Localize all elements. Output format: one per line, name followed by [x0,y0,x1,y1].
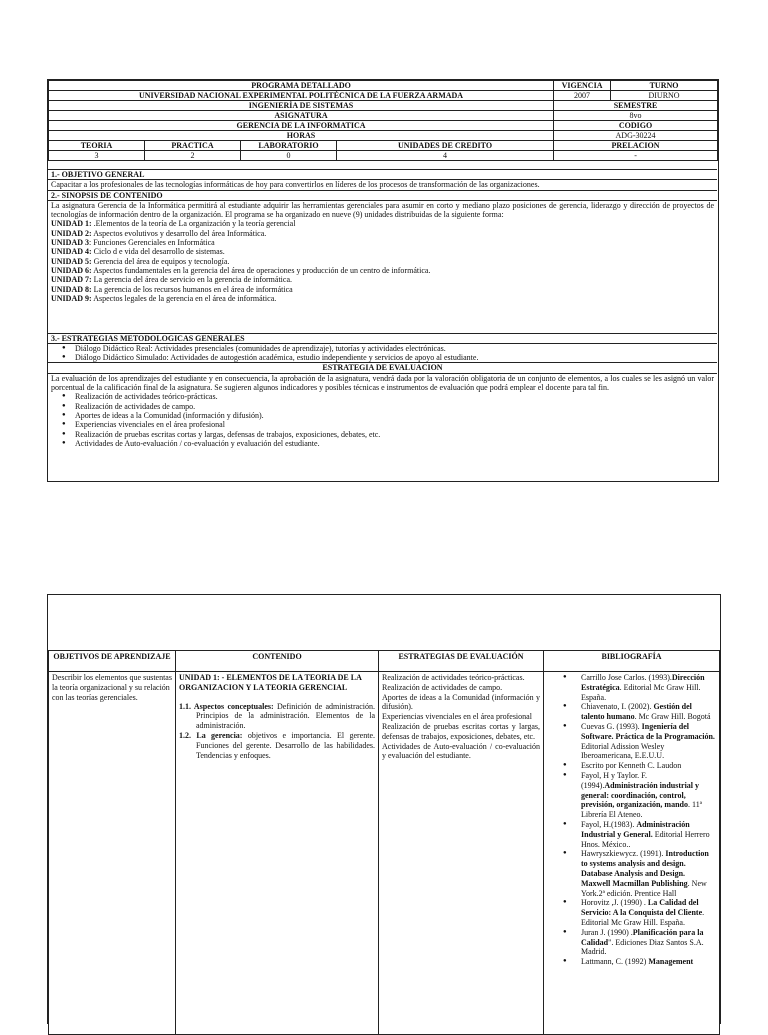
unit-sheet [47,594,721,1024]
asignatura-label: ASIGNATURA [49,111,554,121]
horas-label: HORAS [49,131,554,141]
programa-title: PROGRAMA DETALLADO [49,81,554,91]
evaluacion-item: ● Aportes de ideas a la Comunidad (información y difusión). [75,411,714,420]
creditos-label: UNIDADES DE CREDITO [337,141,554,151]
carrera-name: INGENIERÍA DE SISTEMAS [49,101,554,111]
laboratorio-value: 0 [241,151,337,161]
bib-author: Chiavenato, I. (2002). [581,702,654,712]
contenido-item-title: Aspectos conceptuales: [193,701,274,711]
unit-item [51,275,714,284]
bib-author: Lattmann, C. (1992) [581,957,649,967]
sinopsis-intro: La asignatura Gerencia de la Informática permitirá al estudiante adquirir las herramientas gerenciales para asumir en corto y mediano plazo posiciones de gerencia, liderazgo y dirección de proyectos de tecnologías de información dentro de la organización. El programa se ha organizado en nueve (9) unidades distribuidas de la siguiente forma: [51,200,714,220]
estrategias-evaluacion-list [382,673,540,761]
bibliografia-cell [544,672,720,1035]
bib-author: Horovitz ,J. (1990) . [581,898,648,908]
bib-title: Planificación para la Calidad [581,927,704,947]
bibliografia-item [581,957,716,967]
unit-text: Aspectos evolutivos y desarrollo del área Informática. [91,228,267,238]
bib-publisher: Editorial Herrero Hnos. México.. [581,829,710,849]
unit-item [51,247,714,256]
bib-publisher: ". Ediciones Diaz Santos S.A. Madrid. [581,937,704,957]
unit-label: UNIDAD 3 [51,238,89,248]
contenido-items [179,702,375,761]
program-sheet [47,79,719,482]
bib-publisher: . New York.2ª edición. Prentice Hall [581,878,707,898]
codigo-value: ADG-30224 [554,131,718,141]
unit-item [51,285,714,294]
unit-text: La gerencia de los recursos humanos en el área de informática [91,284,293,294]
evaluacion-item: ● Realización de actividades de campo. [75,402,714,411]
sinopsis-section [48,190,717,333]
teoria-value: 3 [49,151,145,161]
contenido-item-title: La gerencia: [196,730,243,740]
unit-label: UNIDAD 6: [51,265,92,275]
contenido-cell [176,672,379,1035]
unit-list [51,219,714,303]
contenido-header: CONTENIDO [176,651,379,672]
bib-title: Management [648,957,694,967]
unit-table [48,650,720,1035]
bib-title: Ingeniería del Software. Práctica de la Programación. [581,721,715,741]
objetivos-text: Describir los elementos que sustentas la teoría organizacional y su relación con las teorías gerenciales. [52,673,172,702]
bib-publisher: . Editorial Mc Graw Hill. España. [581,682,701,702]
unit-item [51,238,714,247]
bib-title: La Calidad del Servicio: A la Conquista del Cliente [581,898,703,918]
unit-text: Aspectos fundamentales en la gerencia del área de operaciones y producción de un centro de informática. [91,265,431,275]
bib-title: Gestión del talento humano [581,702,692,722]
estrategia-evaluacion-item: Realización de actividades de campo. [382,682,503,692]
bibliografia-item [581,673,716,702]
evaluacion-item: ● Realización de pruebas escritas cortas y largas, defensas de trabajos, exposiciones, debates, etc. [75,430,714,439]
practica-value: 2 [145,151,241,161]
objetivo-title: 1.- OBJETIVO GENERAL [51,170,145,179]
bib-title: Introduction to systems analysis and design. Database Analysis and Design. Maxwell Macmillan Publishing [581,849,709,888]
bib-author: Carrillo Jose Carlos. (1993). [581,673,672,682]
unit-item [51,229,714,238]
teoria-label: TEORIA [49,141,145,151]
estrategia-item: ● Diálogo Didáctico Simulado: Actividades de autogestión académica, estudio independiente y servicios de apoyo al estudiante. [75,353,714,362]
semestre-label: SEMESTRE [554,101,718,111]
bib-title: Administración industrial y general: coordinación, control, previsión, organización, mando [581,780,700,810]
bibliografia-item [581,761,716,771]
contenido-item-text: Definición de administración. Principios de la administración. Elementos de la administración. [196,701,376,731]
bibliografia-item [581,722,716,761]
evaluacion-section [48,362,717,448]
bib-author: Escrito por Kenneth C. Laudon [581,761,682,771]
unit-heading: UNIDAD 1: - ELEMENTOS DE LA TEORIA DE LA ORGANIZACION Y LA TEORIA GERENCIAL [179,673,362,692]
unit-item [51,219,714,228]
evaluacion-list [51,392,714,448]
evaluacion-item: ● Actividades de Auto-evaluación / co-evaluación y evaluación del estudiante. [75,439,714,448]
bib-title: Administración Industrial y General. [581,819,690,839]
estrategias-title: 3.- ESTRATEGIAS METODOLOGICAS GENERALES [48,334,717,344]
bib-author: Juran J. (1990) . [581,927,633,937]
bibliografia-list [547,673,716,967]
bibliografia-item [581,898,716,927]
bib-publisher: . Mc Graw Hill. Bogotá [634,712,711,722]
estrategia-evaluacion-item: Realización de actividades teórico-prácticas. [382,673,525,682]
contenido-item-num: 1.1. [179,701,194,711]
unit-label: UNIDAD 1: [51,219,92,229]
bibliografia-item [581,849,716,898]
evaluacion-item: ● Experiencias vivenciales en el área profesional [75,420,714,429]
evaluacion-intro: La evaluación de los aprendizajes del estudiante y en consecuencia, la aprobación de la asignatura, vendrá dada por la valoración obligatoria de un conjunto de elementos, a los cuales se les asignó un valor porcentual de la calificación final de la asignatura. Se sugieren algunos indicadores y posibles técnicas e instrumentos de evaluación que podrá emplear el docente para tal fin. [51,373,714,393]
bib-author: Hawryszkiewycz. (1991). [581,849,666,859]
unit-label: UNIDAD 7: [51,275,92,285]
bib-author: Cuevas G. (1993). [581,721,642,731]
turno-label: TURNO [611,81,718,91]
unit-text: Gerencia del área de equipos y tecnología. [91,256,230,266]
unit-text: Aspectos legales de la gerencia en el área de informática. [91,293,277,303]
contenido-item [179,702,375,731]
objetivo-section [48,169,717,190]
vigencia-value: 2007 [554,91,611,101]
laboratorio-label: LABORATORIO [241,141,337,151]
unit-item [51,266,714,275]
contenido-item [179,731,375,760]
estrategia-evaluacion-item: Actividades de Auto-evaluación / co-evaluación y evaluación del estudiante. [382,741,540,761]
practica-label: PRACTICA [145,141,241,151]
bib-publisher: Editorial Adission Wesley Iberoamericana, E.E.U.U. [581,741,665,761]
bibliografia-item [581,771,716,820]
estrategia-evaluacion-item: Aportes de ideas a la Comunidad (información y difusión). [382,692,540,712]
estrategia-evaluacion-item: Experiencias vivenciales en el área profesional [382,712,532,722]
estrategias-section [48,333,717,363]
bibliografia-item [581,928,716,957]
unit-text: Ciclo d e vida del desarrollo de sistemas. [91,247,225,257]
bib-author: Fayol, H.(1983). [581,819,637,829]
header-table [48,80,718,161]
bibliografia-item [581,702,716,722]
unit-label: UNIDAD 2: [51,228,92,238]
unit-text: .Elementos de la teoría de La organización y la teoría gerencial [91,219,296,229]
estrategias-header: ESTRATEGIAS DE EVALUACIÓN [379,651,544,672]
unit-item [51,257,714,266]
unit-label: UNIDAD 8: [51,284,92,294]
estrategias-list [51,344,714,363]
estrategia-item: ● Diálogo Didáctico Real: Actividades presenciales (comunidades de aprendizaje), tutorías y actividades electrónicas. [75,344,714,353]
bib-publisher: . 11ª Librería El Ateneo. [581,800,702,820]
unit-label: UNIDAD 5: [51,256,92,266]
universidad-name: UNIVERSIDAD NACIONAL EXPERIMENTAL POLITÉCNICA DE LA FUERZA ARMADA [49,91,554,101]
codigo-label: CODIGO [554,121,718,131]
turno-value: DIURNO [611,91,718,101]
objetivo-text: Capacitar a los profesionales de las tecnologías informáticas de hoy para convertirlos en líderes de los procesos de transformación de las organizaciones. [48,179,717,189]
prelacion-value: - [554,151,718,161]
bib-title: Dirección Estratégica [581,673,705,692]
estrategias-cell [379,672,544,1035]
unit-text: : Funciones Gerenciales en Informática [89,238,215,248]
sinopsis-title: 2.- SINOPSIS DE CONTENIDO [48,191,717,201]
bibliografia-header: BIBLIOGRAFÍA [544,651,720,672]
objetivos-header: OBJETIVOS DE APRENDIZAJE [49,651,176,672]
prelacion-label: PRELACION [554,141,718,151]
bib-publisher: . Editorial Mc Graw Hill. España. [581,908,705,927]
vigencia-label: VIGENCIA [554,81,611,91]
estrategia-evaluacion-item: Realización de pruebas escritas cortas y largas, defensas de trabajos, exposiciones, debates, etc. [382,721,540,741]
asignatura-name: GERENCIA DE LA INFORMATICA [49,121,554,131]
bib-author: Fayol, H y Taylor. F.(1994). [581,770,647,790]
evaluacion-item: ● Realización de actividades teórico-prácticas. [75,392,714,401]
unit-text: La gerencia del área de servicio en la gerencia de informática. [91,275,292,285]
unit-label: UNIDAD 4: [51,247,92,257]
unit-label: UNIDAD 9: [51,293,92,303]
contenido-item-num: 1.2. [179,730,197,740]
contenido-item-text: objetivos e importancia. El gerente. Funciones del gerente. Desarrollo de las habilidades. Tendencias y enfoques. [196,730,375,760]
unit-item [51,294,714,303]
semestre-value: 8vo [554,111,718,121]
bibliografia-item [581,820,716,849]
creditos-value: 4 [337,151,554,161]
evaluacion-title: ESTRATEGIA DE EVALUACION [48,363,717,373]
objetivos-cell [49,672,176,1035]
